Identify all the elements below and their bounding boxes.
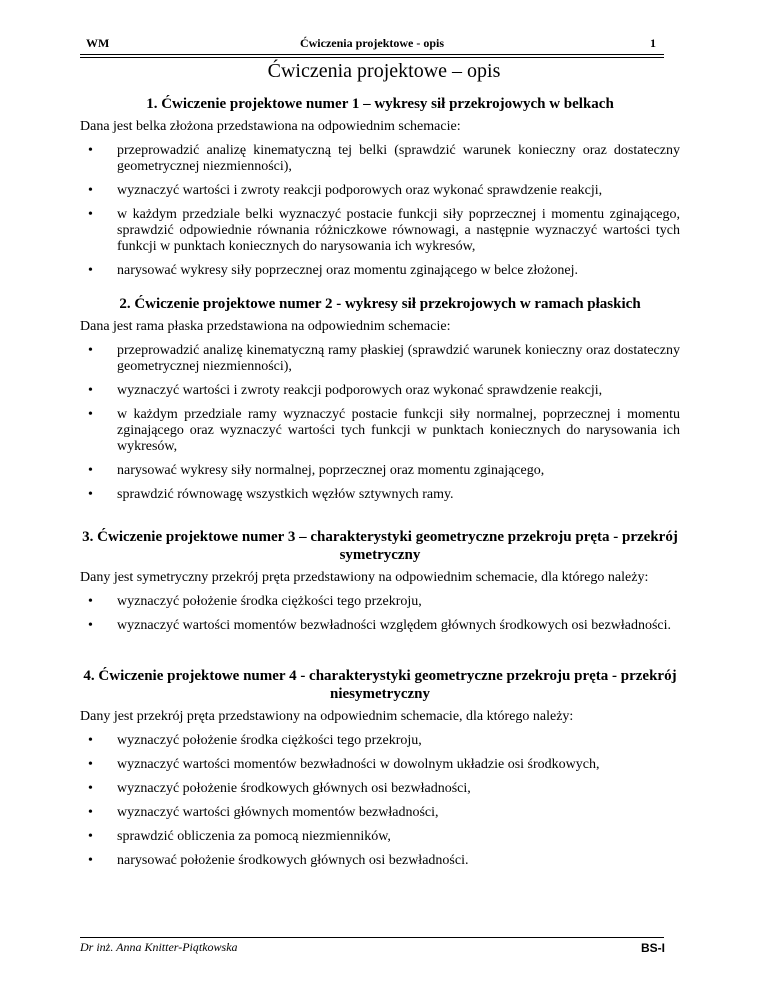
list-item: • narysować wykresy siły poprzecznej oraz momentu zginającego w belce złożonej. [88,263,579,278]
bullet-icon: • [88,781,93,796]
bullet-list [80,343,680,503]
bullet-icon: • [88,383,93,398]
section-title: 2. Ćwiczenie projektowe numer 2 - wykresy sił przekrojowych w ramach płaskich [119,296,641,312]
footer-rule [80,937,664,938]
bullet-icon: • [88,263,93,278]
bullet-icon: • [88,805,93,820]
bullet-icon: • [88,594,93,609]
section-3 [80,528,680,634]
list-item: • przeprowadzić analizę kinematyczną ramy płaskiej (sprawdzić warunek konieczny oraz dostateczny geometrycznej niezmienności), [88,343,680,374]
bullet-icon: • [88,143,93,158]
list-item: • przeprowadzić analizę kinematyczną tej belki (sprawdzić warunek konieczny oraz dostateczny geometrycznej niezmienności), [88,143,680,174]
page-number: 1 [650,36,656,50]
bullet-list [80,733,680,869]
page-header [80,36,664,54]
section-4 [80,667,680,869]
list-item: • w każdym przedziale ramy wyznaczyć postacie funkcji siły normalnej, poprzecznej i momentu zginającego oraz wyznaczyć wartości tych funkcji w punktach koniecznych do narysowania ich wykresów, [88,407,680,454]
list-item: • sprawdzić równowagę wszystkich węzłów sztywnych ramy. [88,487,454,502]
section-intro: Dana jest belka złożona przedstawiona na odpowiednim schemacie: [80,119,461,134]
header-left: WM [86,36,110,50]
bullet-icon: • [88,407,93,422]
bullet-icon: • [88,757,93,772]
list-item: • wyznaczyć wartości głównych momentów bezwładności, [88,805,439,820]
section-1 [80,95,680,279]
list-item: • narysować położenie środkowych głównych osi bezwładności. [88,853,469,868]
list-item: • w każdym przedziale belki wyznaczyć postacie funkcji siły poprzecznej i momentu zginającego, sprawdzić odpowiednie równania różniczkowe równowagi, a następnie wyznaczyć wartości tych funkcji w punktach koniecznych do narysowania ich wykresów, [88,207,680,254]
bullet-icon: • [88,733,93,748]
list-item: • wyznaczyć wartości momentów bezwładności w dowolnym układzie osi środkowych, [88,757,600,772]
footer-author: Dr inż. Anna Knitter-Piątkowska [80,940,238,954]
section-intro: Dany jest przekrój pręta przedstawiony na odpowiednim schemacie, dla którego należy: [80,709,574,724]
bullet-icon: • [88,618,93,633]
list-item: • wyznaczyć położenie środkowych głównych osi bezwładności, [88,781,471,796]
section-2 [80,295,680,503]
list-item: • wyznaczyć położenie środka ciężkości tego przekroju, [88,594,422,609]
header-center: Ćwiczenia projektowe - opis [299,36,445,50]
section-title: 4. Ćwiczenie projektowe numer 4 - charakterystyki geometryczne przekroju pręta - przekrój niesymetryczny [83,668,677,702]
bullet-icon: • [88,183,93,198]
list-item: • wyznaczyć wartości momentów bezwładności względem głównych środkowych osi bezwładności. [88,618,672,633]
header-rule-double [80,57,664,58]
list-item: • wyznaczyć wartości i zwroty reakcji podporowych oraz wykonać sprawdzenie reakcji, [88,183,603,198]
header-rule [80,54,664,55]
bullet-list [80,594,680,634]
page-title: Ćwiczenia projektowe – opis [267,60,501,82]
section-intro: Dany jest symetryczny przekrój pręta przedstawiony na odpowiednim schemacie, dla którego należy: [80,570,649,585]
bullet-icon: • [88,487,93,502]
list-item: • narysować wykresy siły normalnej, poprzecznej oraz momentu zginającego, [88,463,545,478]
list-item: • wyznaczyć położenie środka ciężkości tego przekroju, [88,733,422,748]
bullet-icon: • [88,207,93,222]
bullet-icon: • [88,343,93,358]
bullet-icon: • [88,829,93,844]
section-title: 3. Ćwiczenie projektowe numer 3 – charakterystyki geometryczne przekroju pręta - przekrój symetryczny [82,529,678,563]
list-item: • wyznaczyć wartości i zwroty reakcji podporowych oraz wykonać sprawdzenie reakcji, [88,383,603,398]
footer-code: BS-I [641,941,665,955]
section-title: 1. Ćwiczenie projektowe numer 1 – wykresy sił przekrojowych w belkach [146,96,614,112]
list-item: • sprawdzić obliczenia za pomocą niezmienników, [88,829,391,844]
bullet-icon: • [88,853,93,868]
bullet-list [80,143,680,279]
bullet-icon: • [88,463,93,478]
section-intro: Dana jest rama płaska przedstawiona na odpowiednim schemacie: [80,319,451,334]
